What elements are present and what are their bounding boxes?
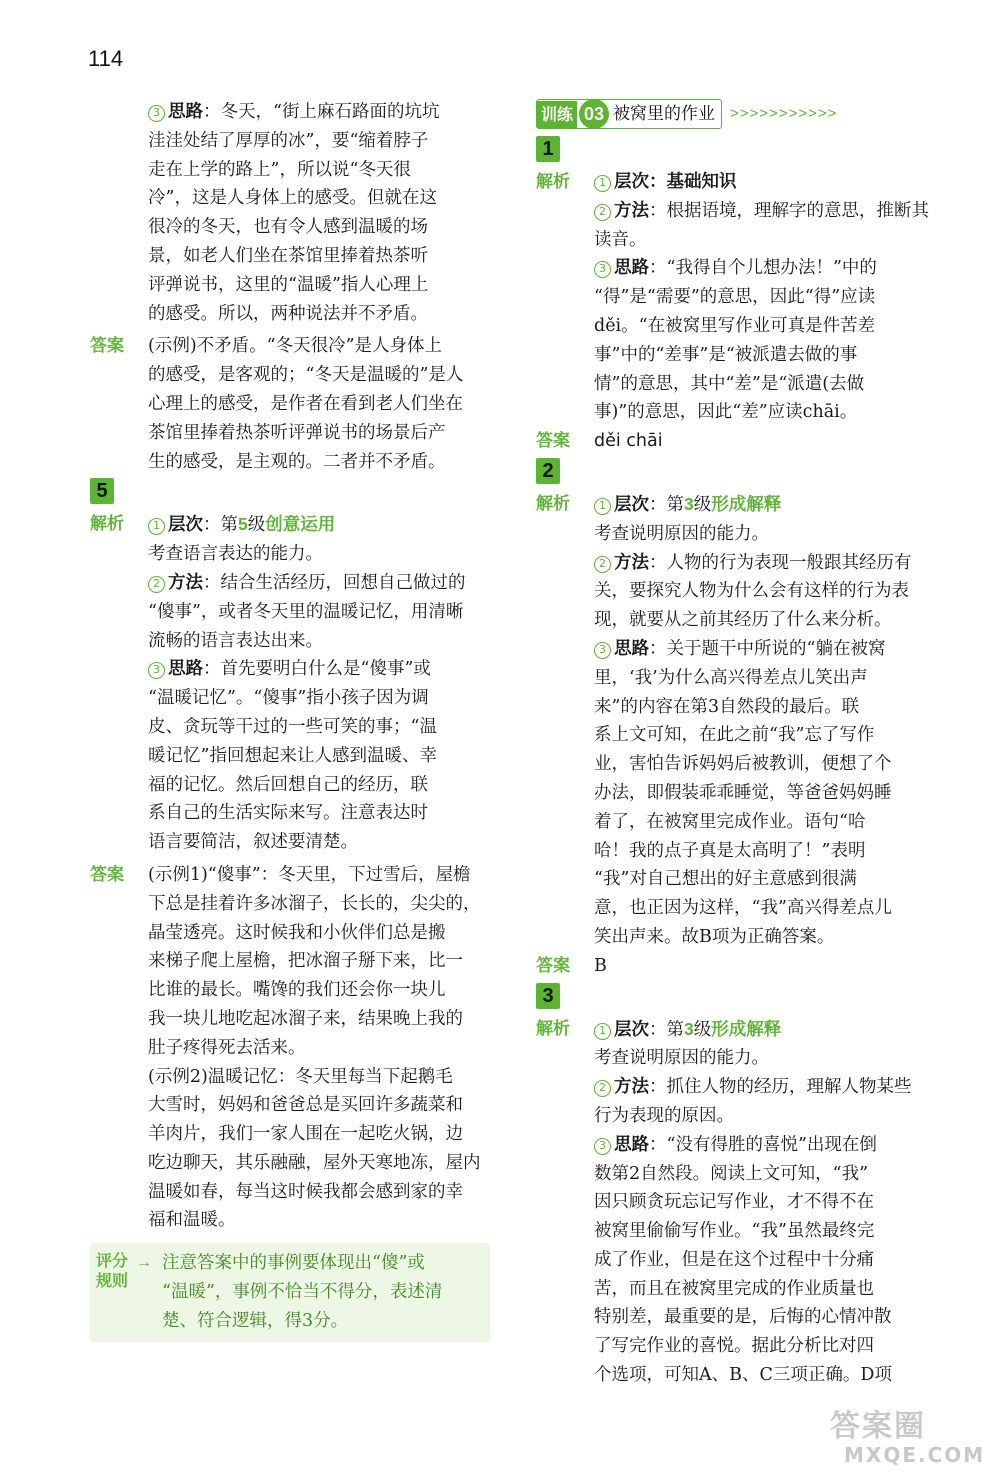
answer-label: 答案 [536, 955, 570, 976]
text-line: 情”的意思，其中“差”是“派遣(去做 [594, 373, 865, 394]
answer-text: B [594, 955, 607, 976]
text-line: 因只顾贪玩忘记写作业，才不得不在 [594, 1192, 874, 1213]
right-column [536, 98, 956, 1390]
text-line: 苦，而且在被窝里完成的作业质量也 [594, 1278, 874, 1299]
chevrons-decoration: >>>>>>>>>>> [730, 104, 838, 122]
analysis-label: 解析 [536, 1018, 570, 1039]
text-line: 我一块儿地吃起冰溜子来，结果晚上我的 [148, 1008, 463, 1029]
text-line: 福和温暖。 [148, 1210, 236, 1231]
text-line: 羊肉片，我们一家人围在一起吃火锅，边 [148, 1124, 463, 1145]
text-line: 考查语言表达的能力。 [148, 544, 323, 565]
marker-circle-3: 3 [148, 662, 165, 679]
marker-circle-1: 1 [594, 175, 611, 192]
text-line: 笑出声来。故B项为正确答案。 [594, 926, 835, 947]
text-line: 的感受。所以，两种说法并不矛盾。 [148, 303, 428, 324]
text-line: “我”对自己想出的好主意感到很满 [594, 869, 857, 890]
text-line: 吃边聊天，其乐融融，屋外天寒地冻，屋内 [148, 1152, 481, 1173]
text-line: děi。“在被窝里写作业可真是件苦差 [594, 315, 876, 336]
text-line: 事)”的意思，因此“差”应读chāi。 [594, 402, 858, 423]
text-line: 哈！我的点子真是太高明了！”表明 [594, 840, 866, 861]
question-3-header [536, 983, 956, 1013]
question-number-badge: 2 [536, 458, 560, 484]
marker-circle-2: 2 [594, 204, 611, 221]
text-line: “傻事”，或者冬天里的温暖记忆，用清晰 [148, 601, 464, 622]
section-label: 训练 [537, 101, 577, 128]
text-line: 特别差，最重要的是，后悔的心情冲散 [594, 1307, 892, 1328]
text-line: “得”是“需要”的意思，因此“得”应读 [594, 287, 876, 308]
question-number-badge: 1 [536, 136, 560, 162]
q2-analysis-block: 解析 1 层次：第3级形成解释 考查说明原因的能力。 2 方法：人物的行为表现一般跟其经历有 关，要探究人物为什么会有这样的行为表 现，就要从之前其经历了什么来分析。 3 思路：关于题干中所说的“躺在被窝 里，‘我’为什么高兴得差点儿笑出声 来”的内容在第3自然段的最后。联 系上文可知，在此之前“我”忘了写作 业，害怕告诉妈妈后被教训，便想了个 办法，即假装乖乖睡觉，等爸爸妈妈睡 着了，在被窝里完成作业。语句“哈 哈！我的点子真是太高明了！”表明 “我”对自己想出的好主意感到很满 意，也正因为这样，“我”高兴得差点儿 笑出声来。故B项为正确答案。 [536, 490, 956, 952]
marker-circle-3: 3 [594, 261, 611, 278]
marker-circle-3: 3 [594, 1138, 611, 1155]
text-line: 关，要探究人物为什么会有这样的行为表 [594, 581, 909, 602]
q2-answer-block [536, 952, 956, 981]
marker-circle-2: 2 [594, 1080, 611, 1097]
q5-answer-block [90, 861, 510, 1235]
q5-analysis-block: 解析 1 层次：第5级创意运用 考查语言表达的能力。 2 方法：结合生活经历，回想自己做过的 “傻事”，或者冬天里的温暖记忆，用清晰 流畅的语言表达出来。 3 思路：首先要明白什么是“傻事”或 “温暖记忆”。“傻事”指小孩子因为调 皮、贪玩等干过的一些可笑的事；“温 暖记忆”指回想起来让人感到温暖、幸 福的记忆。然后回想自己的经历，联 系自己的生活实际来写。注意表达时 语言要简洁，叙述要清楚。 [90, 510, 510, 857]
answer-label: 答案 [536, 431, 570, 452]
marker-circle-3: 3 [148, 105, 165, 122]
skill-level-name: 形成解释 [711, 1019, 782, 1040]
answer-label: 答案 [90, 336, 124, 357]
text-line: “温暖记忆”。“傻事”指小孩子因为调 [148, 688, 429, 709]
text-line: 福的记忆。然后回想自己的经历，联 [148, 774, 428, 795]
text-line: 注意答案中的事例要体现出“傻”或 [162, 1253, 425, 1274]
text-line: 温暖如春，每当这时候我都会感到家的幸 [148, 1181, 463, 1202]
text-line: 景，如老人们坐在茶馆里捧着热茶听 [148, 245, 428, 266]
silu-heading: 思路 [168, 102, 203, 122]
q4-silu-block: 3 思路：冬天，“街上麻石路面的坑坑 洼洼处结了厚厚的冰”，要“缩着脖子 走在上学的路上”，所以说“冬天很 冷”，这是人身体上的感受。但就在这 很冷的冬天，也有令人感到温暖的场 景，如老人们坐在茶馆里捧着热茶听 评弹说书，这里的“温暖”指人心理上 的感受。所以，两种说法并不矛盾。 [90, 98, 510, 328]
section-title: 被窝里的作业 [613, 103, 716, 124]
analysis-label: 解析 [536, 172, 570, 192]
text-line: 考查说明原因的能力。 [594, 523, 769, 544]
q4-answer-block [90, 332, 510, 476]
q1-analysis-block: 解析 1 层次：基础知识 2 方法：根据语境，理解字的意思，推断其 读音。 3 思路：“我得自个儿想办法！”中的 “得”是“需要”的意思，因此“得”应读 děi。“在被窝里写作业可真是件苦差 事”中的“差事”是“被派遣去做的事 情”的意思，其中“差”是“派遣(去做 事)”的意思，因此“差”应读chāi。 [536, 168, 956, 427]
text-line: 大雪时，妈妈和爸爸总是买回许多蔬菜和 [148, 1095, 463, 1116]
text-line: 肚子疼得死去活来。 [148, 1037, 306, 1058]
text-line: 语言要简洁，叙述要清楚。 [148, 832, 358, 853]
text-line: 事”中的“差事”是“被派遣去做的事 [594, 344, 858, 365]
q3-analysis-block: 解析 1 层次：第3级形成解释 考查说明原因的能力。 2 方法：抓住人物的经历，理解人物某些 行为表现的原因。 3 思路：“没有得胜的喜悦”出现在倒 数第2自然段。阅读上文可知，“我” 因只顾贪玩忘记写作业，才不得不在 被窝里偷偷写作业。“我”虽然最终完 成了作业，但是在这个过程中十分痛 苦，而且在被窝里完成的作业质量也 特别差，最重要的是，后悔的心情冲散 了写完作业的喜悦。据此分析比对四 个选项，可知A、B、C三项正确。D项 [536, 1015, 956, 1390]
text-line: 茶馆里捧着热茶听评弹说书的场景后产 [148, 422, 446, 443]
section-number-badge: 03 [579, 99, 609, 129]
scoring-rules-box [90, 1243, 490, 1341]
marker-circle-2: 2 [594, 556, 611, 573]
marker-circle-1: 1 [594, 498, 611, 515]
text-line: 来梯子爬上屋檐，把冰溜子掰下来，比一 [148, 951, 463, 972]
marker-circle-3: 3 [594, 642, 611, 659]
question-5-header [90, 478, 510, 508]
page-number: 114 [88, 46, 124, 71]
left-column [90, 98, 510, 1342]
text-line: (示例2)温暖记忆：冬天里每当下起鹅毛 [148, 1066, 453, 1087]
text-line: 下总是挂着许多冰溜子，长长的，尖尖的， [148, 893, 481, 914]
text-line: 业，害怕告诉妈妈后被教训，便想了个 [594, 754, 892, 775]
text-line: (示例)不矛盾。“冬天很冷”是人身体上 [148, 336, 443, 357]
text-line: 系上文可知，在此之前“我”忘了写作 [594, 725, 875, 746]
text-line: 皮、贪玩等干过的一些可笑的事；“温 [148, 716, 437, 737]
text-line: 楚、符合逻辑，得3分。 [162, 1310, 349, 1331]
text-line: 评弹说书，这里的“温暖”指人心理上 [148, 274, 429, 295]
text-line: 洼洼处结了厚厚的冰”，要“缩着脖子 [148, 130, 429, 151]
text-line: 系自己的生活实际来写。注意表达时 [148, 803, 428, 824]
q1-answer-block [536, 427, 956, 456]
text-line: 暖记忆”指回想起来让人感到温暖、幸 [148, 745, 437, 766]
text-line: 比谁的最长。嘴馋的我们还会你一块儿 [148, 980, 446, 1001]
skill-level-name: 创意运用 [265, 515, 336, 536]
text-line: 冷”，这是人身体上的感受。但就在这 [148, 188, 437, 209]
text-line: 成了作业，但是在这个过程中十分痛 [594, 1249, 874, 1270]
text-line: 意，也正因为这样，“我”高兴得差点儿 [594, 898, 892, 919]
arrow-right-icon: → [136, 1254, 152, 1272]
question-1-header [536, 136, 956, 166]
text-line: 了写完作业的喜悦。据此分析比对四 [594, 1336, 874, 1357]
text-line: “温暖”，事例不恰当不得分，表述清 [162, 1282, 443, 1303]
marker-circle-2: 2 [148, 576, 165, 593]
question-2-header [536, 458, 956, 488]
analysis-label: 解析 [90, 514, 124, 535]
watermark-bottom-text: MXQE.COM [844, 1443, 986, 1467]
text-line: 读音。 [594, 229, 647, 250]
text-line: 流畅的语言表达出来。 [148, 630, 323, 651]
text-line: 行为表现的原因。 [594, 1105, 734, 1126]
watermark-logo [830, 1410, 990, 1470]
section-header [536, 98, 956, 130]
answer-label: 答案 [90, 864, 124, 885]
text-line: 现，就要从之前其经历了什么来分析。 [594, 610, 892, 631]
text-line: 生的感受，是主观的。二者并不矛盾。 [148, 451, 446, 472]
text-line: 很冷的冬天，也有令人感到温暖的场 [148, 217, 428, 238]
text-line: 心理上的感受，是作者在看到老人们坐在 [148, 393, 463, 414]
text-line: 数第2自然段。阅读上文可知，“我” [594, 1163, 869, 1184]
marker-circle-1: 1 [594, 1023, 611, 1040]
text-line: (示例1)“傻事”：冬天里，下过雪后，屋檐 [148, 864, 471, 885]
text-line: 考查说明原因的能力。 [594, 1048, 769, 1069]
text-line: 被窝里偷偷写作业。“我”虽然最终完 [594, 1221, 875, 1242]
analysis-label: 解析 [536, 493, 570, 514]
question-number-badge: 3 [536, 983, 560, 1009]
text-line: 里，‘我’为什么高兴得差点儿笑出声 [594, 667, 868, 688]
scoring-rules-label: 评分规则 [96, 1251, 129, 1291]
text-line: 的感受，是客观的；“冬天是温暖的”是人 [148, 365, 464, 386]
text-line: 着了，在被窝里完成作业。语句“哈 [594, 811, 866, 832]
marker-circle-1: 1 [148, 518, 165, 535]
question-number-badge: 5 [90, 478, 114, 504]
text-line: 晶莹透亮。这时候我和小伙伴们总是搬 [148, 922, 446, 943]
text-line: 走在上学的路上”，所以说“冬天很 [148, 159, 411, 180]
text-line: 办法，即假装乖乖睡觉，等爸爸妈妈睡 [594, 782, 892, 803]
watermark-top-text: 答案圈 [830, 1409, 926, 1444]
skill-level-name: 形成解释 [711, 494, 782, 515]
text-line: 来”的内容在第3自然段的最后。联 [594, 696, 860, 717]
answer-text: děi chāi [594, 431, 663, 452]
text-line: 个选项，可知A、B、C三项正确。D项 [594, 1365, 892, 1386]
